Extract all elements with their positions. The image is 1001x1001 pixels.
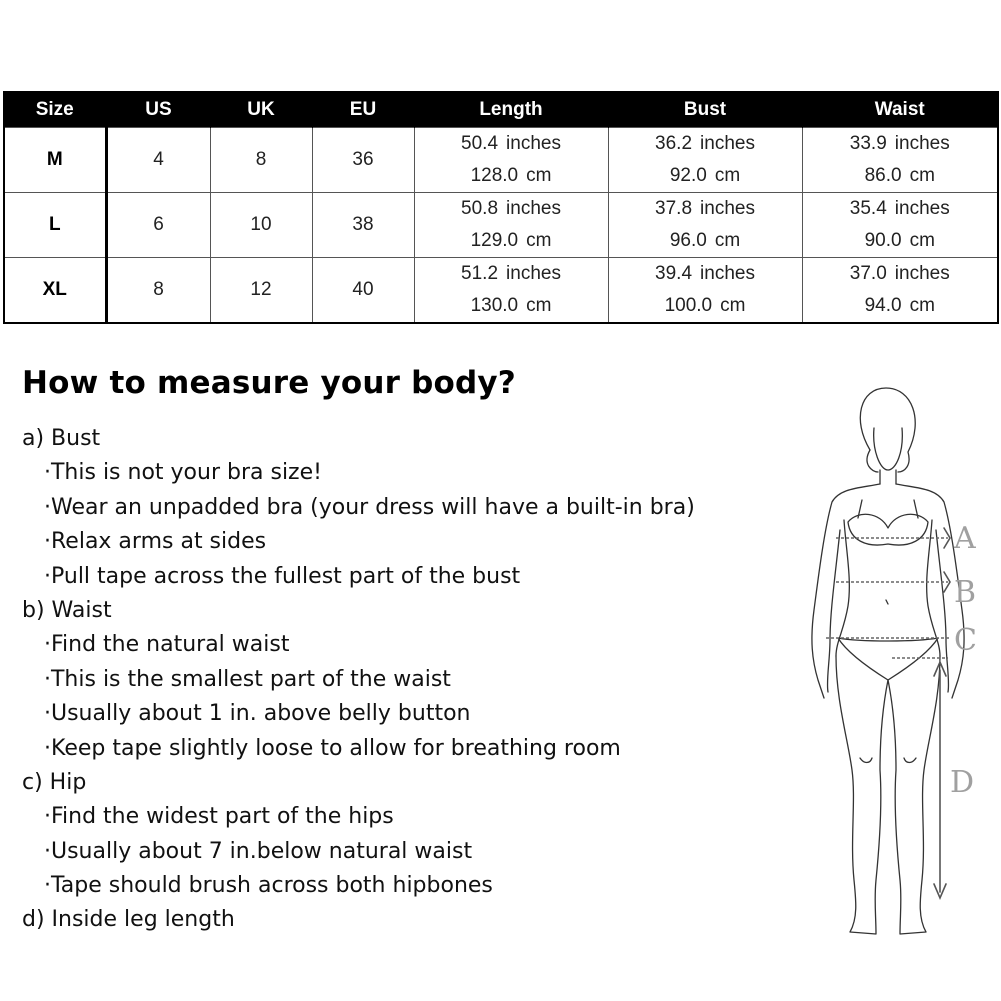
measure-value: 130.0 xyxy=(470,295,519,316)
header-size: Size xyxy=(4,92,106,128)
measure-value: 37.0 xyxy=(849,263,887,284)
measure-unit: inches xyxy=(700,133,755,154)
cell-eu: 36 xyxy=(312,128,414,193)
instruction-bullet: ·Usually about 7 in.below natural waist xyxy=(44,838,473,864)
measure-value: 96.0 xyxy=(669,230,707,251)
instruction-bullet: ·Usually about 1 in. above belly button xyxy=(44,701,471,727)
measure-unit: inches xyxy=(700,263,755,284)
cell-us: 8 xyxy=(106,258,210,324)
measure-value: 86.0 xyxy=(864,165,902,186)
cell-size: L xyxy=(4,193,106,258)
measure-unit: inches xyxy=(700,198,755,219)
waist-inches-line xyxy=(803,193,998,225)
bust-cm-line xyxy=(609,290,802,322)
measure-value: 90.0 xyxy=(864,230,902,251)
guide-title: How to measure your body? xyxy=(22,365,516,401)
measure-value: 35.4 xyxy=(849,198,887,219)
waist-inches-line xyxy=(803,258,998,290)
instruction-bullet: ·Wear an unpadded bra (your dress will have a built-in bra) xyxy=(44,494,695,520)
cell-us: 4 xyxy=(106,128,210,193)
cell-bust xyxy=(608,258,802,324)
size-chart-header xyxy=(4,92,998,128)
cell-waist xyxy=(802,128,998,193)
header-length: Length xyxy=(414,92,608,128)
measure-value: 92.0 xyxy=(669,165,707,186)
cell-length xyxy=(414,193,608,258)
cell-length xyxy=(414,128,608,193)
cell-waist xyxy=(802,193,998,258)
header-us: US xyxy=(106,92,210,128)
label-c: C xyxy=(954,623,977,658)
cell-size: XL xyxy=(4,258,106,324)
length-cm-line xyxy=(415,160,608,192)
cell-eu: 40 xyxy=(312,258,414,324)
waist-cm-line xyxy=(803,290,998,322)
measure-unit: inches xyxy=(894,198,950,219)
instruction-bullet: ·Keep tape slightly loose to allow for breathing room xyxy=(44,735,621,761)
measure-instructions xyxy=(22,425,782,941)
header-waist: Waist xyxy=(802,92,998,128)
measure-value: 129.0 xyxy=(470,230,519,251)
instruction-heading: b) Waist xyxy=(22,597,112,623)
bust-inches-line xyxy=(609,128,802,160)
measure-value: 50.8 xyxy=(461,198,499,219)
cell-uk: 8 xyxy=(210,128,312,193)
measure-unit: cm xyxy=(526,230,552,251)
length-inches-line xyxy=(415,193,608,225)
waist-cm-line xyxy=(803,160,998,192)
measure-unit: cm xyxy=(526,165,552,186)
size-row-xl xyxy=(4,258,998,324)
cell-uk: 12 xyxy=(210,258,312,324)
instruction-heading: a) Bust xyxy=(22,426,101,451)
size-chart-body xyxy=(4,128,998,324)
instruction-bullet: ·Find the widest part of the hips xyxy=(44,804,394,830)
measure-unit: inches xyxy=(506,198,561,219)
measure-value: 33.9 xyxy=(849,133,887,154)
size-row-l xyxy=(4,193,998,258)
instruction-bullet: ·Relax arms at sides xyxy=(44,529,267,555)
label-b: B xyxy=(954,575,977,610)
measure-unit: inches xyxy=(894,133,950,154)
length-inches-line xyxy=(415,258,608,290)
size-row-m xyxy=(4,128,998,193)
measure-value: 94.0 xyxy=(864,295,902,316)
cell-eu: 38 xyxy=(312,193,414,258)
measure-unit: cm xyxy=(720,295,746,316)
instruction-heading: c) Hip xyxy=(22,769,87,795)
measure-unit: cm xyxy=(909,165,935,186)
bust-inches-line xyxy=(609,193,802,225)
instruction-bullet: ·Tape should brush across both hipbones xyxy=(44,873,493,899)
measure-unit: inches xyxy=(506,263,561,284)
cell-us: 6 xyxy=(106,193,210,258)
header-uk: UK xyxy=(210,92,312,128)
measure-unit: cm xyxy=(526,295,552,316)
length-cm-line xyxy=(415,290,608,322)
measure-value: 36.2 xyxy=(655,133,693,154)
body-measurement-illustration xyxy=(800,380,995,950)
cell-waist xyxy=(802,258,998,324)
bust-cm-line xyxy=(609,160,802,192)
measure-unit: inches xyxy=(894,263,950,284)
size-chart-table xyxy=(3,91,999,324)
measure-value: 39.4 xyxy=(655,263,693,284)
header-bust: Bust xyxy=(608,92,802,128)
measure-value: 128.0 xyxy=(470,165,519,186)
waist-inches-line xyxy=(803,128,998,160)
cell-size: M xyxy=(4,128,106,193)
header-eu: EU xyxy=(312,92,414,128)
instruction-bullet: ·This is the smallest part of the waist xyxy=(44,666,451,692)
bust-inches-line xyxy=(609,258,802,290)
measure-value: 37.8 xyxy=(655,198,693,219)
waist-cm-line xyxy=(803,225,998,257)
bust-cm-line xyxy=(609,225,802,257)
cell-uk: 10 xyxy=(210,193,312,258)
measure-unit: cm xyxy=(714,165,741,186)
measure-value: 51.2 xyxy=(461,263,499,284)
measure-value: 50.4 xyxy=(461,133,499,154)
measure-unit: cm xyxy=(909,295,935,316)
measure-unit: inches xyxy=(506,133,561,154)
cell-bust xyxy=(608,128,802,193)
instruction-bullet: ·Find the natural waist xyxy=(44,632,290,658)
measure-unit: cm xyxy=(714,230,741,251)
label-d: D xyxy=(950,765,975,800)
measure-unit: cm xyxy=(909,230,935,251)
instruction-bullet: ·This is not your bra size! xyxy=(44,460,322,486)
length-cm-line xyxy=(415,225,608,257)
cell-bust xyxy=(608,193,802,258)
label-a: A xyxy=(954,521,976,556)
length-inches-line xyxy=(415,128,608,160)
cell-length xyxy=(414,258,608,324)
measure-value: 100.0 xyxy=(664,295,713,316)
instruction-heading: d) Inside leg length xyxy=(22,907,235,933)
instruction-bullet: ·Pull tape across the fullest part of the bust xyxy=(44,563,521,589)
